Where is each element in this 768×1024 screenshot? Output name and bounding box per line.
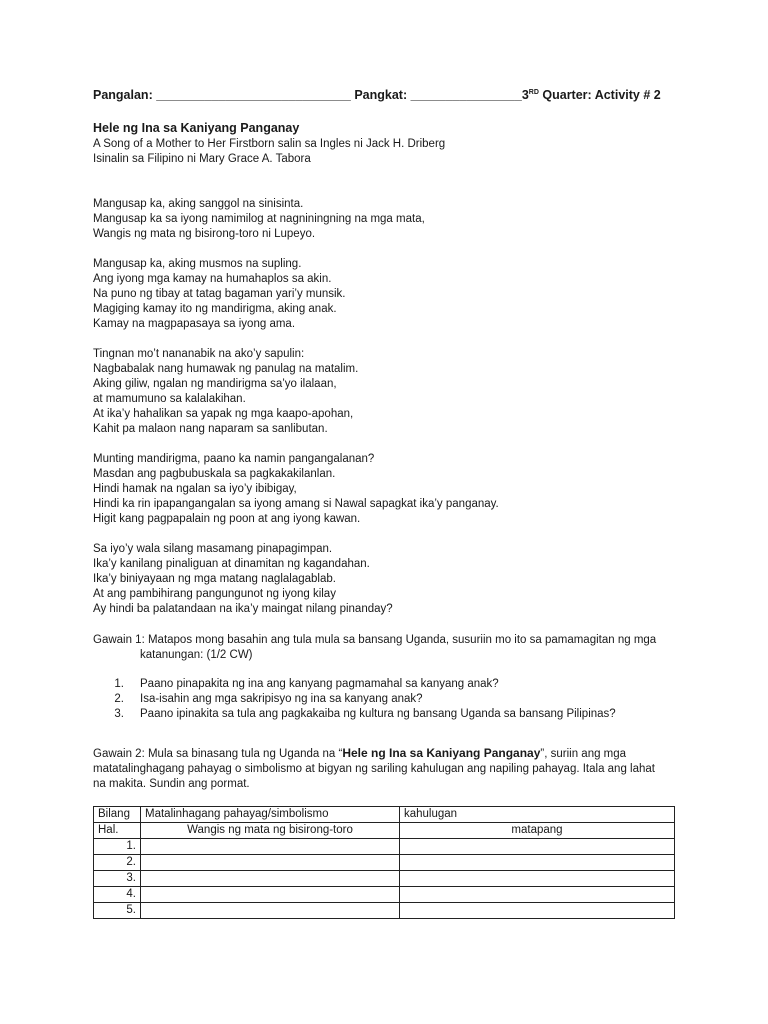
poem-stanza: [93, 452, 678, 527]
gawain-1: [93, 633, 678, 722]
answer-cell[interactable]: [141, 887, 400, 903]
poem-line: Hindi hamak na ngalan sa iyo’y ibibigay,: [93, 483, 297, 495]
poem-line: Mangusap ka sa iyong namimilog at nagniningning na mga mata,: [93, 213, 425, 225]
poem-line: Tingnan mo’t nananabik na ako’y sapulin:: [93, 348, 305, 360]
poem-stanza: [93, 542, 678, 617]
header-kahulugan: kahulugan: [400, 807, 675, 823]
poem-line: Aking giliw, ngalan ng mandirigma sa’yo ilalaan,: [93, 378, 337, 390]
question-text: Paano ipinakita sa tula ang pagkakaiba ng kultura ng bansang Uganda sa bansang Pilipinas?: [140, 708, 616, 720]
header-pahayag: Matalinhagang pahayag/simbolismo: [141, 807, 400, 823]
poem-line: Ika’y biniyayaan ng mga matang naglalagablab.: [93, 573, 336, 585]
gawain-1-instruction: Gawain 1: Matapos mong basahin ang tula mula sa bansang Uganda, susuriin mo ito sa pamamagitan ng mga: [93, 634, 657, 646]
poem-line: Masdan ang pagbubuskala sa pagkakakilanlan.: [93, 468, 336, 480]
question-text: Paano pinapakita ng ina ang kanyang pagmamahal sa kanyang anak?: [140, 678, 499, 690]
row-number: 5.: [94, 903, 141, 919]
poem-title: Hele ng Ina sa Kaniyang Panganay: [93, 121, 300, 135]
poem-line: Higit kang pagpapalain ng poon at ang iyong kawan.: [93, 513, 361, 525]
question-text: Isa-isahin ang mga sakripisyo ng ina sa kanyang anak?: [140, 693, 423, 705]
answer-cell[interactable]: [141, 903, 400, 919]
poem-body: [93, 197, 678, 617]
document-content: [93, 86, 678, 919]
header-superscript: RD: [528, 89, 539, 96]
table-row: [94, 903, 675, 919]
header-bilang: Bilang: [94, 807, 141, 823]
poem-line: Kamay na magpapasaya sa iyong ama.: [93, 318, 296, 330]
meaning-cell[interactable]: [400, 871, 675, 887]
row-number: 4.: [94, 887, 141, 903]
gawain-2-poem-title: Hele ng Ina sa Kaniyang Panganay: [342, 746, 541, 760]
question-list: [93, 677, 678, 722]
table-header-row: [94, 807, 675, 823]
poem-line: Wangis ng mata ng bisirong-toro ni Lupeyo.: [93, 228, 316, 240]
poem-stanza: [93, 347, 678, 437]
meaning-cell[interactable]: [400, 887, 675, 903]
meaning-cell[interactable]: [400, 839, 675, 855]
poem-subtitle-filipino: Isinalin sa Filipino ni Mary Grace A. Tabora: [93, 153, 311, 165]
example-pahayag: Wangis ng mata ng bisirong-toro: [141, 823, 400, 839]
poem-subtitle-english: A Song of a Mother to Her Firstborn salin sa Ingles ni Jack H. Driberg: [93, 138, 446, 150]
question-item: [93, 692, 678, 707]
question-item: [93, 707, 678, 722]
row-number: 1.: [94, 839, 141, 855]
table-row: [94, 887, 675, 903]
example-kahulugan: matapang: [400, 823, 675, 839]
poem-line: At ang pambihirang pangungunot ng iyong kilay: [93, 588, 336, 600]
poem-line: Magiging kamay ito ng mandirigma, aking anak.: [93, 303, 337, 315]
question-number: 3.: [114, 708, 124, 720]
answer-table: [93, 806, 675, 919]
poem-line: Kahit pa malaon nang naparam sa sanlibutan.: [93, 423, 328, 435]
poem-stanza: [93, 197, 678, 242]
answer-cell[interactable]: [141, 855, 400, 871]
table-row: [94, 839, 675, 855]
question-number: 1.: [114, 678, 124, 690]
table-row: [94, 855, 675, 871]
poem-line: Ika’y kanilang pinaliguan at dinamitan ng kagandahan.: [93, 558, 370, 570]
meaning-cell[interactable]: [400, 903, 675, 919]
answer-cell[interactable]: [141, 839, 400, 855]
gawain-1-instruction-cont: katanungan: (1/2 CW): [140, 649, 253, 661]
poem-line: Nagbabalak nang humawak ng panulag na matalim.: [93, 363, 359, 375]
table-row: [94, 871, 675, 887]
poem-line: Mangusap ka, aking musmos na supling.: [93, 258, 302, 270]
row-number: 2.: [94, 855, 141, 871]
poem-line: Na puno ng tibay at tatag bagaman yari’y munsik.: [93, 288, 346, 300]
poem-line: Sa iyo’y wala silang masamang pinapagimpan.: [93, 543, 333, 555]
question-item: [93, 677, 678, 692]
gawain-2-instruction-line2: matatalinghagang pahayag o simbolismo at bigyan ng sariling kahulugan ang napiling pahayag. Itala ang lahat: [93, 763, 655, 775]
gawain-2: [93, 746, 678, 792]
header-line: [93, 86, 678, 104]
poem-line: Munting mandirigma, paano ka namin pangangalanan?: [93, 453, 375, 465]
poem-line: at mamumuno sa kalalakihan.: [93, 393, 246, 405]
gawain-2-post: ”, suriin ang mga: [540, 748, 627, 760]
gawain-2-pre: Gawain 2: Mula sa binasang tula ng Uganda na “: [93, 748, 343, 760]
example-label: Hal.: [94, 823, 141, 839]
answer-cell[interactable]: [141, 871, 400, 887]
table-example-row: [94, 823, 675, 839]
gawain-2-instruction-line3: na makita. Sundin ang pormat.: [93, 778, 250, 790]
poem-line: At ika’y hahalikan sa yapak ng mga kaapo-apohan,: [93, 408, 354, 420]
question-number: 2.: [114, 693, 124, 705]
poem-line: Hindi ka rin ipapangangalan sa iyong amang si Nawal sapagkat ika’y panganay.: [93, 498, 499, 510]
poem-line: Ay hindi ba palatandaan na ika’y maingat nilang pinanday?: [93, 603, 393, 615]
header-activity: Quarter: Activity # 2: [538, 88, 661, 102]
row-number: 3.: [94, 871, 141, 887]
poem-line: Ang iyong mga kamay na humahaplos sa akin.: [93, 273, 332, 285]
poem-stanza: [93, 257, 678, 332]
poem-line: Mangusap ka, aking sanggol na sinisinta.: [93, 198, 304, 210]
meaning-cell[interactable]: [400, 855, 675, 871]
header-text: Pangalan: ____________________________ Pangkat: ________________3: [93, 88, 529, 102]
gawain-2-instruction: [93, 746, 678, 762]
